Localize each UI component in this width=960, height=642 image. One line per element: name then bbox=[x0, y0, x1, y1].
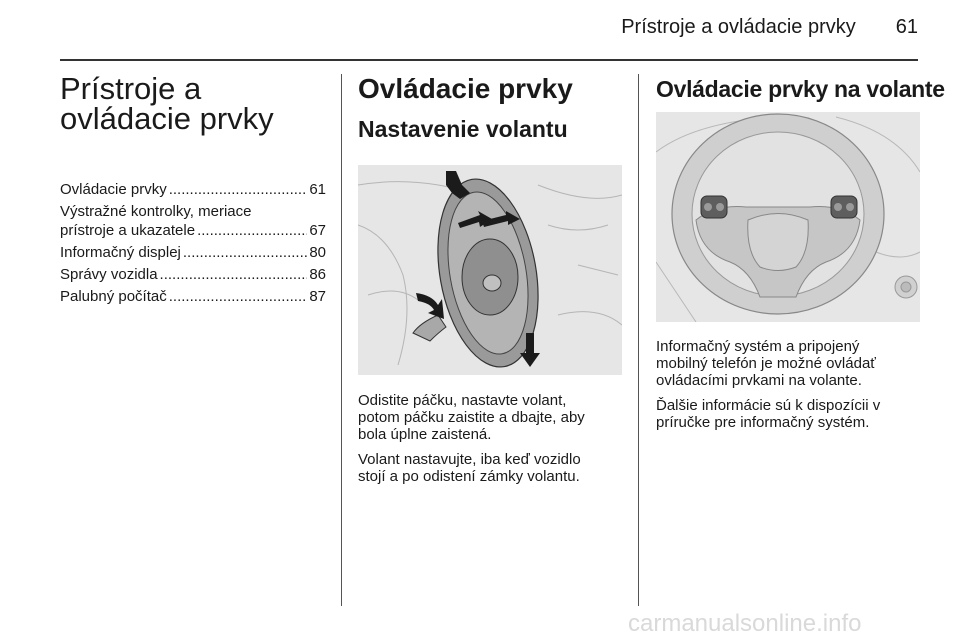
toc-leader bbox=[197, 221, 307, 240]
steering-adjust-illustration bbox=[358, 165, 622, 375]
toc-leader bbox=[169, 180, 308, 199]
toc-item-label: Palubný počítač bbox=[60, 288, 167, 305]
body-paragraph: Ďalšie informácie sú k dispozícii v príručke pre informačný systém. bbox=[656, 397, 881, 431]
toc-item-label: Ovládacie prvky bbox=[60, 181, 167, 198]
chapter-toc bbox=[60, 180, 326, 306]
toc-item-page: 67 bbox=[309, 222, 326, 239]
steering-wheel-illustration bbox=[656, 112, 920, 322]
section-subtitle: Nastavenie volantu bbox=[358, 116, 568, 142]
toc-item[interactable] bbox=[60, 202, 326, 240]
toc-item-label: Informačný displej bbox=[60, 244, 181, 261]
toc-item[interactable] bbox=[60, 243, 326, 262]
toc-leader bbox=[183, 243, 307, 262]
steering-wheel-figure bbox=[656, 112, 920, 322]
toc-item-page: 61 bbox=[309, 181, 326, 198]
section2-body bbox=[656, 338, 920, 431]
chapter-column bbox=[60, 71, 326, 309]
toc-item[interactable] bbox=[60, 180, 326, 199]
toc-leader bbox=[169, 287, 308, 306]
body-paragraph: Odistite páčku, nastavte volant, potom páčku zaistite a dbajte, aby bola úplne zaistená. bbox=[358, 392, 585, 443]
section-title: Ovládacie prvky bbox=[358, 73, 573, 104]
toc-item[interactable] bbox=[60, 287, 326, 306]
toc-item[interactable] bbox=[60, 265, 326, 284]
header-rule bbox=[60, 59, 918, 61]
running-header-title: Prístroje a ovládacie prvky bbox=[621, 16, 856, 38]
section-body bbox=[358, 392, 622, 485]
watermark: carmanualsonline.info bbox=[628, 610, 862, 637]
body-paragraph: Informačný systém a pripojený mobilný telefón je možné ovládať ovládacími prvkami na volante. bbox=[656, 338, 876, 389]
chapter-title: Prístroje a ovládacie prvky bbox=[60, 71, 274, 136]
toc-item-label: Správy vozidla bbox=[60, 266, 158, 283]
steering-adjust-figure bbox=[358, 165, 622, 375]
toc-item-page: 86 bbox=[309, 266, 326, 283]
column-divider-1 bbox=[341, 74, 342, 606]
toc-leader bbox=[160, 265, 308, 284]
column-divider-2 bbox=[638, 74, 639, 606]
running-header bbox=[621, 16, 918, 39]
controls-column bbox=[358, 74, 622, 493]
toc-item-label: Výstražné kontrolky, meriace bbox=[60, 203, 252, 220]
section2-title: Ovládacie prvky na volante bbox=[656, 76, 945, 102]
body-paragraph: Volant nastavujte, iba keď vozidlo stojí a po odistení zámky volantu. bbox=[358, 451, 581, 485]
toc-item-page: 87 bbox=[309, 288, 326, 305]
page-number: 61 bbox=[895, 16, 918, 38]
wheel-controls-column bbox=[656, 74, 945, 439]
toc-item-page: 80 bbox=[309, 244, 326, 261]
toc-item-label-cont: prístroje a ukazatele bbox=[60, 222, 196, 239]
